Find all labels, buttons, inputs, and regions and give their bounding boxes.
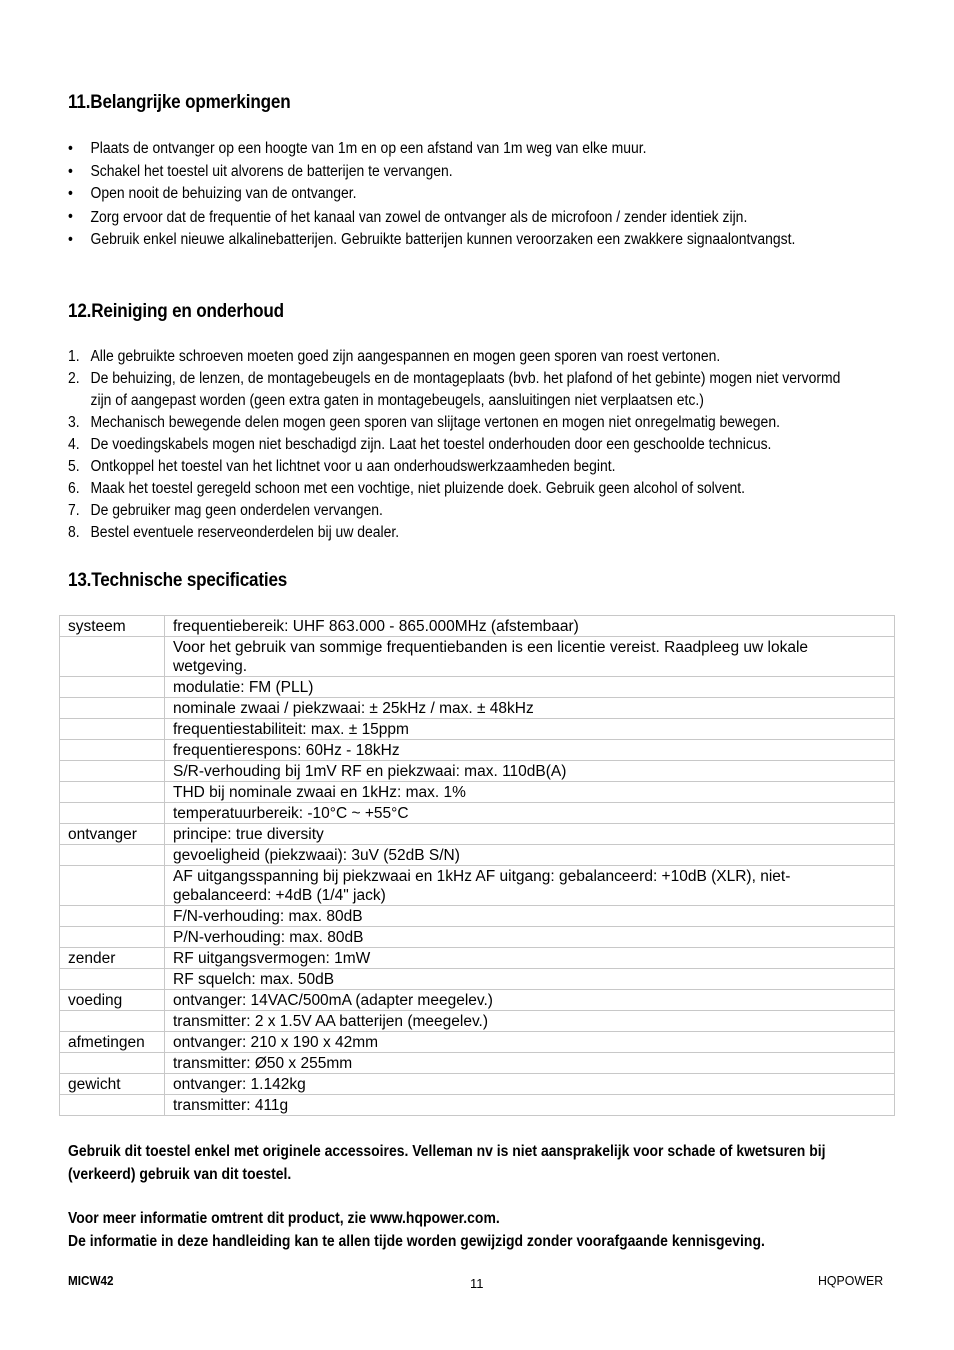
footer-model: MICW42	[68, 1273, 114, 1288]
spec-value-cell: frequentierespons: 60Hz - 18kHz	[165, 740, 895, 761]
list-item: 4. De voedingskabels mogen niet beschadigd zijn. Laat het toestel onderhouden door een geschoolde technicus.	[68, 436, 772, 453]
section-12-list	[68, 346, 878, 544]
spec-value-cell: ontvanger: 14VAC/500mA (adapter meegelev.)	[165, 990, 895, 1011]
spec-value-cell: P/N-verhouding: max. 80dB	[165, 927, 895, 948]
spec-category-cell	[60, 1053, 165, 1074]
footer-brand: HQPOWER	[818, 1273, 884, 1288]
spec-category-cell	[60, 845, 165, 866]
spec-table	[59, 615, 895, 1116]
spec-category-cell	[60, 719, 165, 740]
spec-value-cell: THD bij nominale zwaai en 1kHz: max. 1%	[165, 782, 895, 803]
table-row	[60, 698, 895, 719]
spec-value-cell: transmitter: 2 x 1.5V AA batterijen (meegelev.)	[165, 1011, 895, 1032]
table-row	[60, 906, 895, 927]
list-item: • Gebruik enkel nieuwe alkalinebatterijen. Gebruikte batterijen kunnen veroorzaken een zwakkere signaalontvangst.	[68, 229, 847, 252]
spec-category-cell	[60, 782, 165, 803]
spec-category-cell	[60, 969, 165, 990]
list-item: 5. Ontkoppel het toestel van het lichtnet voor u aan onderhoudswerkzaamheden begint.	[68, 458, 616, 475]
spec-value-cell: transmitter: 411g	[165, 1095, 895, 1116]
spec-value-cell: frequentiestabiliteit: max. ± 15ppm	[165, 719, 895, 740]
spec-category-cell: afmetingen	[60, 1032, 165, 1053]
spec-value-cell: Voor het gebruik van sommige frequentiebanden is een licentie vereist. Raadpleeg uw lokale wetgeving.	[165, 637, 895, 677]
table-row	[60, 740, 895, 761]
accessories-text: Gebruik dit toestel enkel met originele accessoires. Velleman nv is niet aansprakelijk voor schade of kwetsuren bij (verkeerd) gebruik van dit toestel.	[68, 1143, 826, 1183]
section-12-title: 12.Reiniging en onderhoud	[68, 301, 284, 322]
spec-value-cell: AF uitgangsspanning bij piekzwaai en 1kHz AF uitgang: gebalanceerd: +10dB (XLR), niet-gebalanceerd: +4dB (1/4" jack)	[165, 866, 895, 906]
section-11-title: 11.Belangrijke opmerkingen	[68, 92, 291, 113]
list-item: 1. Alle gebruikte schroeven moeten goed zijn aangespannen en mogen geen sporen van roest vertonen.	[68, 348, 721, 365]
table-row	[60, 616, 895, 637]
table-row	[60, 1074, 895, 1095]
spec-category-cell	[60, 1011, 165, 1032]
table-row	[60, 927, 895, 948]
spec-category-cell	[60, 1095, 165, 1116]
spec-category-cell	[60, 677, 165, 698]
footer-page-number: 11	[470, 1276, 484, 1291]
table-row	[60, 1032, 895, 1053]
spec-category-cell: systeem	[60, 616, 165, 637]
spec-value-cell: transmitter: Ø50 x 255mm	[165, 1053, 895, 1074]
spec-category-cell	[60, 637, 165, 677]
spec-category-cell: voeding	[60, 990, 165, 1011]
list-item: • Zorg ervoor dat de frequentie of het kanaal van zowel de ontvanger als de microfoon / zender identiek zijn.	[68, 206, 847, 230]
spec-category-cell	[60, 803, 165, 824]
table-row	[60, 1095, 895, 1116]
table-row	[60, 948, 895, 969]
table-row	[60, 761, 895, 782]
list-item: • Open nooit de behuizing van de ontvanger.	[68, 183, 847, 206]
spec-value-cell: ontvanger: 210 x 190 x 42mm	[165, 1032, 895, 1053]
section-13-title: 13.Technische specificaties	[68, 570, 288, 591]
table-row	[60, 803, 895, 824]
spec-value-cell: F/N-verhouding: max. 80dB	[165, 906, 895, 927]
list-item: 7. De gebruiker mag geen onderdelen vervangen.	[68, 502, 383, 519]
spec-value-cell: ontvanger: 1.142kg	[165, 1074, 895, 1095]
spec-category-cell	[60, 761, 165, 782]
spec-category-cell	[60, 698, 165, 719]
spec-category-cell	[60, 740, 165, 761]
table-row	[60, 1011, 895, 1032]
table-row	[60, 637, 895, 677]
spec-value-cell: gevoeligheid (piekzwaai): 3uV (52dB S/N)	[165, 845, 895, 866]
section-11-list	[68, 138, 878, 252]
table-row	[60, 845, 895, 866]
list-item: 3. Mechanisch bewegende delen mogen geen sporen van slijtage vertonen en mogen niet onregelmatig bewegen.	[68, 414, 780, 431]
table-row	[60, 824, 895, 845]
spec-category-cell: ontvanger	[60, 824, 165, 845]
info-note	[68, 1208, 878, 1253]
more-info-text: Voor meer informatie omtrent dit product, zie www.hqpower.com.	[68, 1210, 500, 1227]
spec-value-cell: modulatie: FM (PLL)	[165, 677, 895, 698]
table-row	[60, 990, 895, 1011]
table-row	[60, 866, 895, 906]
spec-value-cell: temperatuurbereik: -10°C ~ +55°C	[165, 803, 895, 824]
list-item: 2. De behuizing, de lenzen, de montagebeugels en de montageplaats (bvb. het plafond of het gebinte) mogen niet vervormd zijn of aangepast worden (geen extra gaten in montagebeugels, aansluitingen niet verplaatsen etc.)	[68, 370, 841, 409]
spec-value-cell: RF squelch: max. 50dB	[165, 969, 895, 990]
table-row	[60, 719, 895, 740]
spec-category-cell: zender	[60, 948, 165, 969]
list-item: • Schakel het toestel uit alvorens de batterijen te vervangen.	[68, 161, 847, 184]
spec-value-cell: S/R-verhouding bij 1mV RF en piekzwaai: max. 110dB(A)	[165, 761, 895, 782]
table-row	[60, 969, 895, 990]
spec-value-cell: frequentiebereik: UHF 863.000 - 865.000MHz (afstembaar)	[165, 616, 895, 637]
disclaimer-text: De informatie in deze handleiding kan te allen tijde worden gewijzigd zonder voorafgaande kennisgeving.	[68, 1232, 765, 1250]
spec-category-cell	[60, 906, 165, 927]
spec-value-cell: principe: true diversity	[165, 824, 895, 845]
spec-value-cell: nominale zwaai / piekzwaai: ± 25kHz / max. ± 48kHz	[165, 698, 895, 719]
list-item: • Plaats de ontvanger op een hoogte van 1m en op een afstand van 1m weg van elke muur.	[68, 138, 847, 161]
table-row	[60, 782, 895, 803]
table-row	[60, 1053, 895, 1074]
spec-category-cell: gewicht	[60, 1074, 165, 1095]
list-item: 8. Bestel eventuele reserveonderdelen bij uw dealer.	[68, 524, 400, 541]
accessories-note	[68, 1141, 878, 1186]
list-item: 6. Maak het toestel geregeld schoon met een vochtige, niet pluizende doek. Gebruik geen alcohol of solvent.	[68, 480, 746, 497]
spec-category-cell	[60, 866, 165, 906]
table-row	[60, 677, 895, 698]
spec-category-cell	[60, 927, 165, 948]
spec-value-cell: RF uitgangsvermogen: 1mW	[165, 948, 895, 969]
